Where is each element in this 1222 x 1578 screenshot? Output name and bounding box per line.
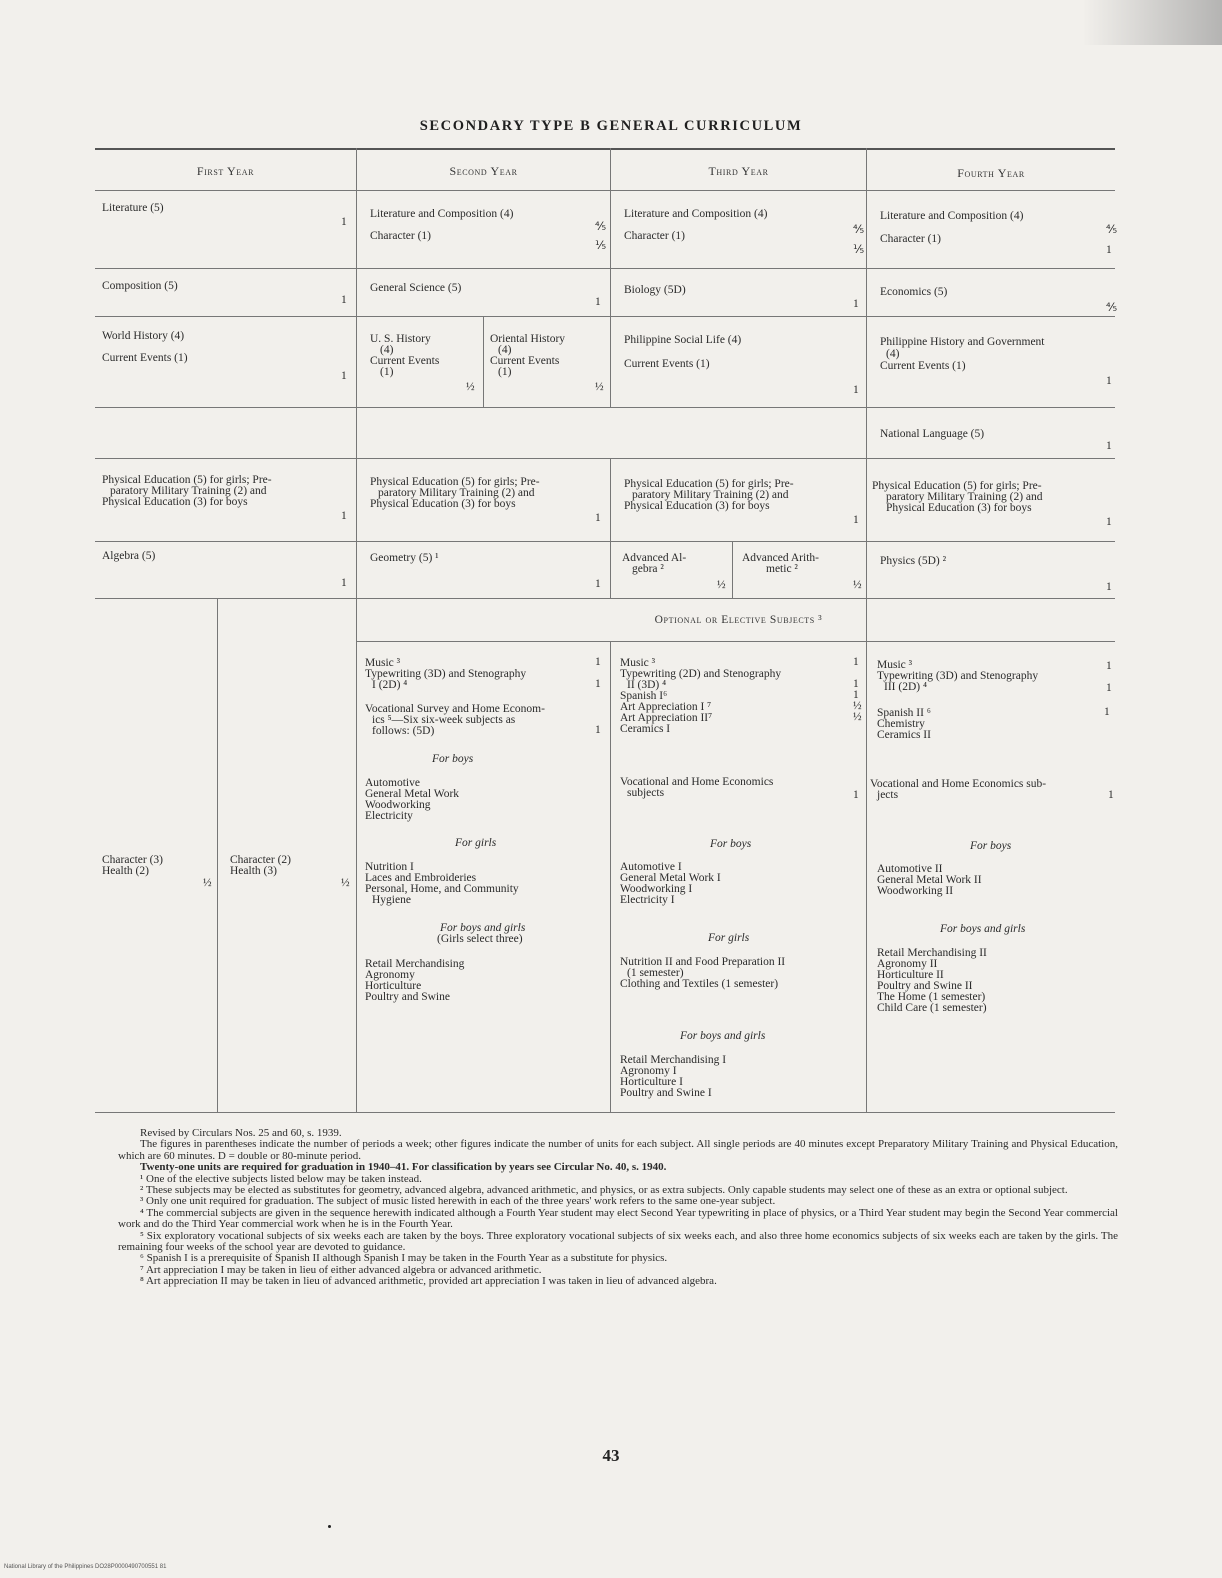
group-label: For boys: [970, 840, 1012, 852]
footnotes: [118, 1128, 1118, 1288]
subject: Literature and Composition (4): [880, 210, 1024, 222]
header-fourth-year: Fourth Year: [957, 166, 1025, 180]
page-title: SECONDARY TYPE B GENERAL CURRICULUM: [419, 118, 803, 134]
unit: 1: [341, 370, 347, 382]
elective-subject: Horticulture I: [620, 1076, 683, 1088]
elective-subject: Spanish II ⁶: [877, 707, 931, 719]
unit: 1: [853, 656, 859, 668]
unit: 1: [1106, 244, 1112, 256]
subject: Character (1): [880, 233, 941, 245]
unit: ⅕: [853, 244, 865, 256]
elective-subject: General Metal Work: [365, 788, 460, 800]
elective-subject: Poultry and Swine I: [620, 1087, 712, 1099]
group-label: For boys and girls: [680, 1030, 766, 1042]
elective-subject: jects: [877, 789, 899, 801]
subject: Physical Education (3) for boys: [102, 496, 248, 508]
elective-subject: Poultry and Swine: [365, 991, 450, 1003]
header-second-year: Second Year: [449, 164, 518, 178]
subject: Physical Education (5) for girls; Pre-: [102, 474, 272, 486]
unit: ½: [717, 579, 726, 591]
unit: 1: [853, 514, 859, 526]
subject: Philippine History and Government: [880, 336, 1045, 348]
unit: 1: [853, 384, 859, 396]
elective-subject: III (2D) ⁴: [884, 681, 927, 693]
subject: Character (1): [370, 230, 431, 242]
unit: ½: [595, 381, 604, 393]
subject: Physical Education (3) for boys: [886, 502, 1032, 514]
elective-subject: Ceramics II: [877, 729, 931, 741]
row-rule: [95, 407, 1115, 408]
unit: 1: [1106, 440, 1112, 452]
footnote: ⁴ The commercial subjects are given in the sequence herewith indicated although a Fourth Year student may elect Second Year typewriting in place of physics, or a Third Year student may begin the Second Year commercial work and do the Third Year commercial work when he is in the Fourth Year.: [118, 1206, 1118, 1231]
elective-subject: Music ³: [365, 657, 401, 669]
elective-subject: Laces and Embroideries: [365, 872, 477, 884]
footnote: Revised by Circulars Nos. 25 and 60, s. 1939.: [140, 1127, 342, 1139]
elective-subject: Automotive II: [877, 863, 943, 875]
elective-subject: ics ⁵—Six six-week subjects as: [372, 714, 516, 726]
row-rule: [95, 458, 1115, 459]
unit: 1: [595, 724, 601, 736]
unit: 1: [595, 678, 601, 690]
unit: 1: [341, 510, 347, 522]
row-rule: [95, 316, 1115, 317]
footnote: ³ Only one unit required for graduation. The subject of music listed herewith in each of the three years' work refers to the same one-year subject.: [140, 1195, 776, 1208]
row-rule: [95, 541, 1115, 542]
subject: Literature and Composition (4): [370, 208, 514, 220]
subject: (4): [380, 344, 394, 356]
unit: 1: [1104, 706, 1110, 718]
subject: Physical Education (3) for boys: [370, 498, 516, 510]
unit: ⅘: [1106, 224, 1118, 236]
subject: Current Events (1): [624, 358, 710, 370]
subject: Health (3): [230, 865, 277, 877]
unit: 1: [1106, 581, 1112, 593]
footnote: ⁷ Art appreciation I may be taken in lieu of either advanced algebra or advanced arithmetic.: [140, 1263, 542, 1276]
group-label: For girls: [708, 932, 750, 944]
elective-subject: Ceramics I: [620, 723, 671, 735]
subject: Advanced Arith-: [742, 552, 819, 564]
elective-subject: Electricity I: [620, 894, 675, 906]
elective-subject: Horticulture: [365, 980, 422, 992]
header-first-year: First Year: [196, 164, 255, 178]
subject: paratory Military Training (2) and: [378, 487, 535, 499]
subject: Character (2): [230, 854, 291, 866]
unit: 1: [341, 216, 347, 228]
elective-subject: Nutrition II and Food Preparation II: [620, 956, 786, 968]
group-label: For boys and girls: [940, 923, 1026, 935]
elective-subject: Art Appreciation I ⁷: [620, 701, 712, 713]
subject: Biology (5D): [624, 284, 686, 296]
unit: 1: [853, 298, 859, 310]
elective-subject: Hygiene: [372, 894, 411, 906]
elective-subject: Typewriting (3D) and Stenography: [877, 670, 1039, 682]
elective-subject: The Home (1 semester): [877, 991, 986, 1003]
unit: 1: [1106, 682, 1112, 694]
elective-subject: (1 semester): [627, 967, 684, 979]
unit: ⅘: [595, 221, 607, 233]
footnote: The figures in parentheses indicate the number of periods a week; other figures indicate the number of units for each subject. All single periods are 40 minutes except Preparatory Military Training and Physical Education, which are 60 minutes. D = double or 80-minute period.: [118, 1138, 1118, 1162]
elective-subject: I (2D) ⁴: [372, 679, 408, 691]
scan-shadow: [1082, 0, 1222, 45]
subject: Algebra (5): [102, 550, 156, 562]
unit: 1: [1106, 375, 1112, 387]
unit: ½: [853, 700, 862, 712]
footnote: ¹ One of the elective subjects listed below may be taken instead.: [140, 1172, 422, 1185]
footnote: ⁸ Art appreciation II may be taken in lieu of advanced arithmetic, provided art appreciation I was taken in lieu of advanced algebra.: [140, 1275, 717, 1288]
subject: Current Events: [490, 355, 560, 367]
elective-header-rule: [357, 641, 1115, 642]
elective-subject: Personal, Home, and Community: [365, 883, 519, 895]
elective-subject: Agronomy: [365, 969, 415, 981]
subject: Literature (5): [102, 202, 164, 214]
unit: ½: [203, 877, 212, 889]
elective-subject: subjects: [627, 787, 665, 799]
unit: ⅘: [853, 224, 865, 236]
unit: 1: [853, 689, 859, 701]
group-label: For boys and girls: [440, 922, 526, 934]
elective-subject: II (3D) ⁴: [627, 679, 667, 691]
elective-subject: follows: (5D): [372, 725, 435, 737]
elective-subject: Automotive: [365, 777, 420, 789]
col-rule: [866, 148, 867, 1112]
elective-subject: Spanish I⁶: [620, 690, 668, 702]
unit: 1: [341, 294, 347, 306]
subject: Health (2): [102, 865, 149, 877]
elective-subject: Woodworking I: [620, 883, 693, 895]
subject: Advanced Al-: [622, 552, 687, 564]
subject: (4): [498, 344, 512, 356]
subject: Current Events (1): [880, 360, 966, 372]
subject: Character (3): [102, 854, 163, 866]
subject: U. S. History: [370, 333, 431, 345]
elective-subject: Automotive I: [620, 861, 682, 873]
archive-footer: National Library of the Philippines DO28P0000490700551 81: [4, 1564, 167, 1570]
table-top-rule: [95, 148, 1115, 150]
subject: Geometry (5) ¹: [370, 552, 439, 564]
footnote: ⁶ Spanish I is a prerequisite of Spanish II although Spanish I may be taken in the Fourth Year as a substitute for physics.: [140, 1252, 668, 1265]
unit: 1: [853, 678, 859, 690]
elective-subject: Typewriting (2D) and Stenography: [620, 668, 782, 680]
unit: 1: [595, 512, 601, 524]
subject: (4): [886, 348, 900, 360]
unit: 1: [1106, 660, 1112, 672]
footnote: ² These subjects may be elected as substitutes for geometry, advanced algebra, advanced arithmetic, and physics, or as extra subjects. Only capable students may select one of these as an extra or optional subject.: [140, 1184, 1068, 1197]
unit: 1: [853, 789, 859, 801]
row-rule: [95, 598, 1115, 599]
subject: (1): [498, 366, 512, 378]
subject: Composition (5): [102, 280, 178, 292]
subject: Physics (5D) ²: [880, 555, 947, 567]
subject: Physical Education (5) for girls; Pre-: [624, 478, 794, 490]
col-rule: [610, 641, 611, 1112]
elective-subject: Vocational and Home Economics: [620, 776, 774, 788]
elective-subject: Nutrition I: [365, 861, 414, 873]
elective-subject: Electricity: [365, 810, 413, 822]
subject: paratory Military Training (2) and: [110, 485, 267, 497]
subject: paratory Military Training (2) and: [886, 491, 1043, 503]
subject: Literature and Composition (4): [624, 208, 768, 220]
col-rule: [610, 458, 611, 599]
elective-subject: Retail Merchandising: [365, 958, 465, 970]
header-third-year: Third Year: [708, 164, 769, 178]
unit: 1: [1108, 789, 1114, 801]
col-rule: [610, 148, 611, 408]
electives-header: Optional or Elective Subjects ³: [654, 614, 823, 626]
subject: Current Events: [370, 355, 440, 367]
footnote: ⁵ Six exploratory vocational subjects of six weeks each are taken by the boys. Three exploratory vocational subjects of six weeks each, and also three home economics subjects of six weeks each are taken by the girls. The remaining four weeks of the school year are devoted to guidance.: [118, 1229, 1118, 1254]
elective-subject: General Metal Work II: [877, 874, 982, 886]
elective-subject: Horticulture II: [877, 969, 944, 981]
unit: ½: [853, 579, 862, 591]
unit: ½: [853, 711, 862, 723]
header-rule: [95, 190, 1115, 191]
unit: 1: [1106, 516, 1112, 528]
elective-subject: Agronomy I: [620, 1065, 677, 1077]
group-label: For girls: [455, 837, 497, 849]
elective-subject: Child Care (1 semester): [877, 1002, 987, 1014]
elective-subject: General Metal Work I: [620, 872, 721, 884]
unit: 1: [595, 656, 601, 668]
subject: Economics (5): [880, 286, 948, 298]
unit: ½: [466, 381, 475, 393]
elective-subject: Vocational and Home Economics sub-: [870, 778, 1047, 790]
elective-subject: Poultry and Swine II: [877, 980, 973, 992]
subject: Physical Education (3) for boys: [624, 500, 770, 512]
elective-subject: Woodworking: [365, 799, 431, 811]
table-bottom-rule: [95, 1112, 1115, 1113]
elective-subject: Retail Merchandising II: [877, 947, 987, 959]
elective-subject: Clothing and Textiles (1 semester): [620, 978, 779, 990]
col-rule: [217, 598, 218, 1112]
elective-subject: Music ³: [877, 659, 913, 671]
elective-subject: Typewriting (3D) and Stenography: [365, 668, 527, 680]
subject: (1): [380, 366, 394, 378]
group-label: For boys: [710, 838, 752, 850]
subject: Philippine Social Life (4): [624, 334, 742, 346]
elective-subject: Retail Merchandising I: [620, 1054, 727, 1066]
page-number: 43: [602, 1446, 620, 1465]
speck: [328, 1525, 331, 1528]
row-rule: [95, 268, 1115, 269]
elective-subject: Music ³: [620, 657, 656, 669]
subject: Current Events (1): [102, 352, 188, 364]
subject: metic ²: [766, 563, 798, 575]
unit: ⅘: [1106, 302, 1118, 314]
elective-subject: Agronomy II: [877, 958, 938, 970]
subject: World History (4): [102, 330, 185, 342]
subject: paratory Military Training (2) and: [632, 489, 789, 501]
subject: Physical Education (5) for girls; Pre-: [370, 476, 540, 488]
group-note: (Girls select three): [437, 933, 523, 945]
elective-subject: Chemistry: [877, 718, 925, 730]
elective-subject: Art Appreciation II⁷: [620, 712, 713, 724]
footnote: Twenty-one units are required for graduation in 1940–41. For classification by years see Circular No. 40, s. 1940.: [140, 1161, 667, 1174]
subject: Physical Education (5) for girls; Pre-: [872, 480, 1042, 492]
subject: gebra ²: [632, 563, 664, 575]
group-label: For boys: [432, 753, 474, 765]
col-rule: [356, 148, 357, 1112]
unit: ½: [341, 877, 350, 889]
unit: 1: [595, 578, 601, 590]
subject: Character (1): [624, 230, 685, 242]
col-rule: [732, 541, 733, 599]
unit: 1: [595, 296, 601, 308]
col-rule: [483, 316, 484, 408]
subject: Oriental History: [490, 333, 566, 345]
elective-subject: Woodworking II: [877, 885, 954, 897]
subject: National Language (5): [880, 428, 985, 440]
elective-subject: Vocational Survey and Home Econom-: [365, 703, 545, 715]
subject: General Science (5): [370, 282, 462, 294]
unit: 1: [341, 577, 347, 589]
unit: ⅕: [595, 240, 607, 252]
